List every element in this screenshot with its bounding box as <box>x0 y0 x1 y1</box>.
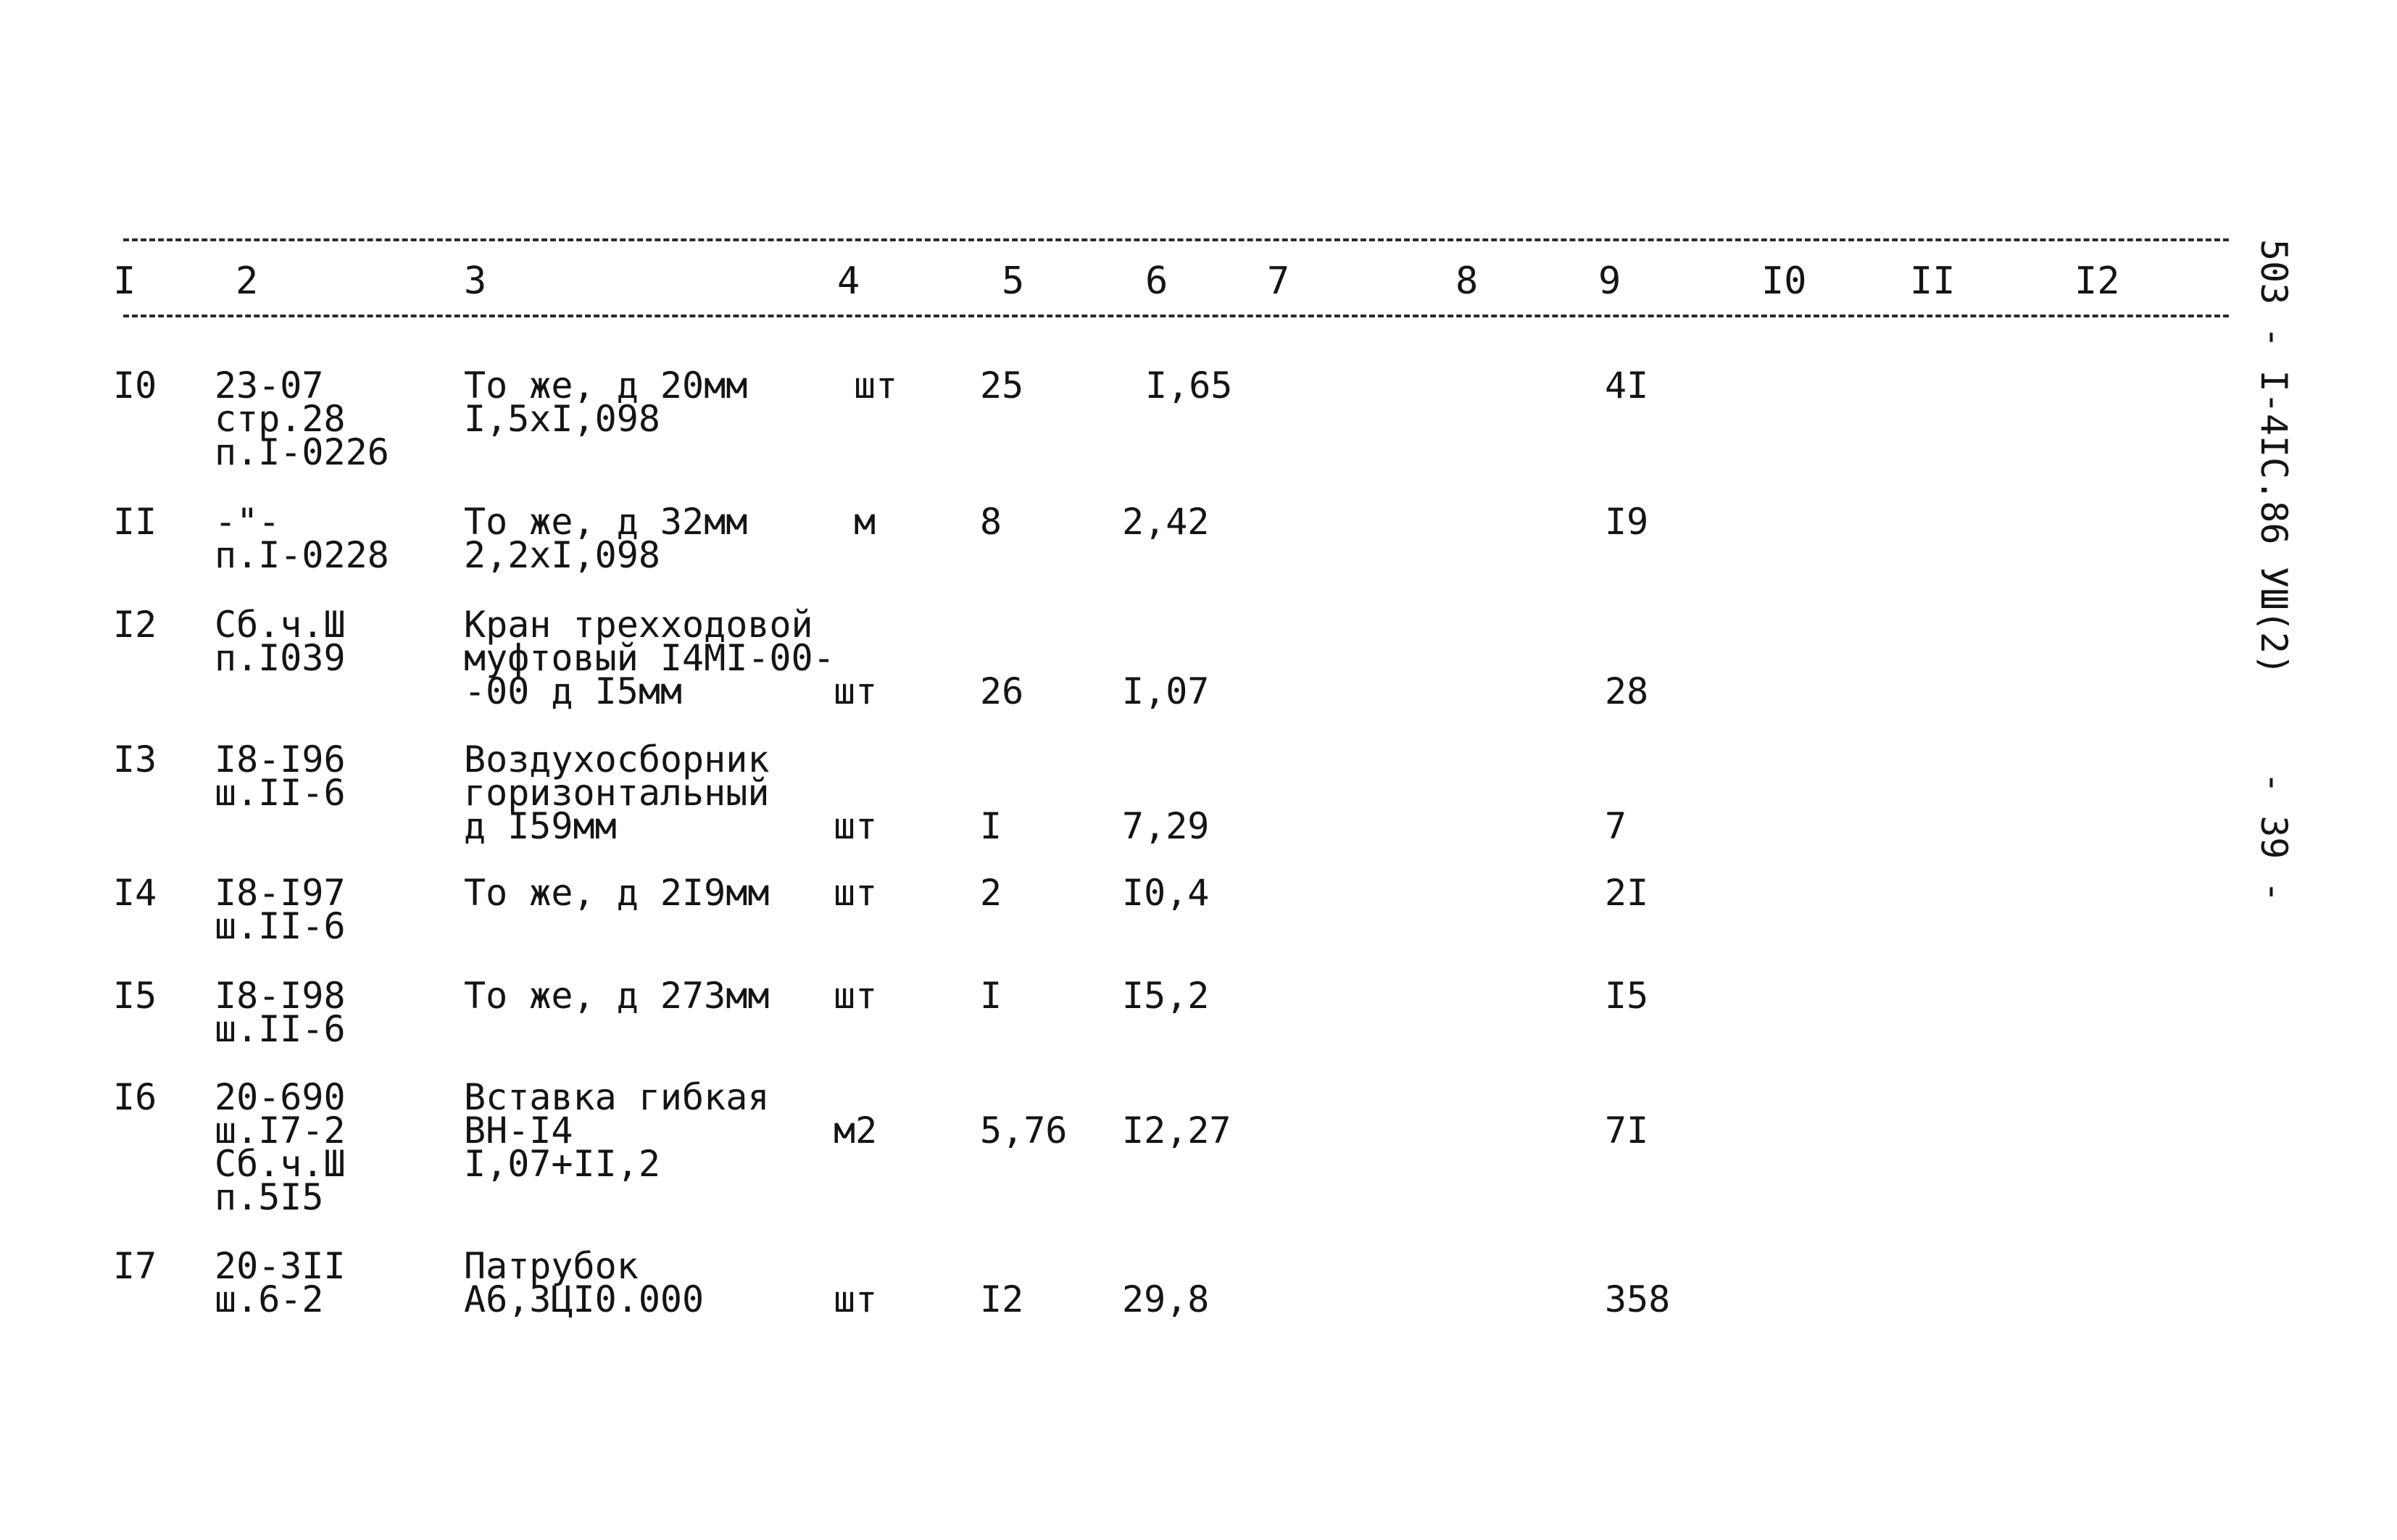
column-header-4: 4 <box>837 259 860 303</box>
item-name-line: Вставка гибкая <box>464 1076 770 1118</box>
item-name-line: -00 д I5мм <box>464 670 683 712</box>
norm-code-line: -"- <box>215 501 281 543</box>
row-number: I2 <box>113 604 157 646</box>
quantity: I <box>980 975 1002 1017</box>
total-cost: 2I <box>1605 872 1649 914</box>
row-number: I7 <box>113 1245 157 1287</box>
row-number: I5 <box>113 975 157 1017</box>
column-header-12: I2 <box>2074 259 2120 303</box>
norm-code-line: Сб.ч.Ш <box>215 604 346 646</box>
total-cost: 4I <box>1605 365 1649 407</box>
unit-price: 29,8 <box>1122 1278 1210 1320</box>
column-header-3: 3 <box>464 259 487 303</box>
column-header-6: 6 <box>1145 259 1168 303</box>
column-header-10: I0 <box>1761 259 1807 303</box>
item-name-line: Воздухосборник <box>464 738 770 781</box>
norm-code-line: I8-I96 <box>215 738 346 781</box>
table-header-rule <box>123 315 2229 317</box>
norm-code-line: п.5I5 <box>215 1176 324 1218</box>
norm-code-line: 23-07 <box>215 365 324 407</box>
unit: м <box>854 501 876 543</box>
total-cost: 7 <box>1605 805 1627 847</box>
item-name-line: муфтовый I4MI-00- <box>464 637 835 679</box>
norm-code-line: стр.28 <box>215 398 346 440</box>
norm-code-line: ш.I7-2 <box>215 1110 346 1152</box>
item-name-line: ВН-I4 <box>464 1110 573 1152</box>
total-cost: 358 <box>1605 1278 1671 1320</box>
norm-code-line: ш.II-6 <box>215 772 346 814</box>
unit: шт <box>834 1278 878 1320</box>
norm-code-line: п.I039 <box>215 637 346 679</box>
item-name-line: I,07+II,2 <box>464 1143 660 1185</box>
norm-code-line: 20-3II <box>215 1245 346 1287</box>
item-name-line: То же, д 20мм <box>464 365 748 407</box>
quantity: 5,76 <box>980 1110 1068 1152</box>
page-number: - 39 - <box>2253 772 2295 903</box>
row-number: I0 <box>113 365 157 407</box>
norm-code-line: ш.6-2 <box>215 1278 324 1320</box>
unit-price: I5,2 <box>1122 975 1210 1017</box>
document-code: 503 - I-4IC.86 УШ(2) <box>2253 239 2295 676</box>
total-cost: I5 <box>1605 975 1649 1017</box>
norm-code-line: п.I-0226 <box>215 431 389 473</box>
norm-code-line: I8-I97 <box>215 872 346 914</box>
item-name-line: Кран трехходовой <box>464 604 813 646</box>
item-name-line: I,5xI,098 <box>464 398 660 440</box>
item-name-line: горизонтальный <box>464 772 770 814</box>
row-number: I3 <box>113 738 157 781</box>
column-header-1: I <box>113 259 136 303</box>
table-top-rule <box>123 238 2229 241</box>
norm-code-line: 20-690 <box>215 1076 346 1118</box>
norm-code-line: ш.II-6 <box>215 1008 346 1050</box>
unit: шт <box>854 365 898 407</box>
norm-code-line: п.I-0228 <box>215 534 389 576</box>
unit: шт <box>834 975 878 1017</box>
unit-price: I,65 <box>1145 365 1233 407</box>
item-name-line: То же, д 32мм <box>464 501 748 543</box>
quantity: 8 <box>980 501 1002 543</box>
item-name-line: То же, д 2I9мм <box>464 872 770 914</box>
norm-code-line: I8-I98 <box>215 975 346 1017</box>
unit-price: 2,42 <box>1122 501 1210 543</box>
item-name-line: То же, д 273мм <box>464 975 770 1017</box>
total-cost: 7I <box>1605 1110 1649 1152</box>
unit: шт <box>834 805 878 847</box>
column-header-2: 2 <box>236 259 259 303</box>
item-name-line: д I59мм <box>464 805 617 847</box>
quantity: 25 <box>980 365 1024 407</box>
norm-code-line: ш.II-6 <box>215 905 346 947</box>
item-name-line: А6,3ЦI0.000 <box>464 1278 705 1320</box>
column-header-7: 7 <box>1267 259 1290 303</box>
row-number: II <box>113 501 157 543</box>
item-name-line: Патрубок <box>464 1245 639 1287</box>
quantity: 2 <box>980 872 1002 914</box>
column-header-8: 8 <box>1455 259 1479 303</box>
norm-code-line: Сб.ч.Ш <box>215 1143 346 1185</box>
unit: шт <box>834 872 878 914</box>
total-cost: 28 <box>1605 670 1649 712</box>
total-cost: I9 <box>1605 501 1649 543</box>
unit: м2 <box>834 1110 878 1152</box>
unit-price: 7,29 <box>1122 805 1210 847</box>
column-header-5: 5 <box>1002 259 1025 303</box>
quantity: I2 <box>980 1278 1024 1320</box>
quantity: I <box>980 805 1002 847</box>
quantity: 26 <box>980 670 1024 712</box>
unit-price: I,07 <box>1122 670 1210 712</box>
row-number: I4 <box>113 872 157 914</box>
row-number: I6 <box>113 1076 157 1118</box>
item-name-line: 2,2xI,098 <box>464 534 660 576</box>
unit-price: I0,4 <box>1122 872 1210 914</box>
unit: шт <box>834 670 878 712</box>
column-header-9: 9 <box>1598 259 1621 303</box>
unit-price: I2,27 <box>1122 1110 1231 1152</box>
column-header-11: II <box>1910 259 1956 303</box>
